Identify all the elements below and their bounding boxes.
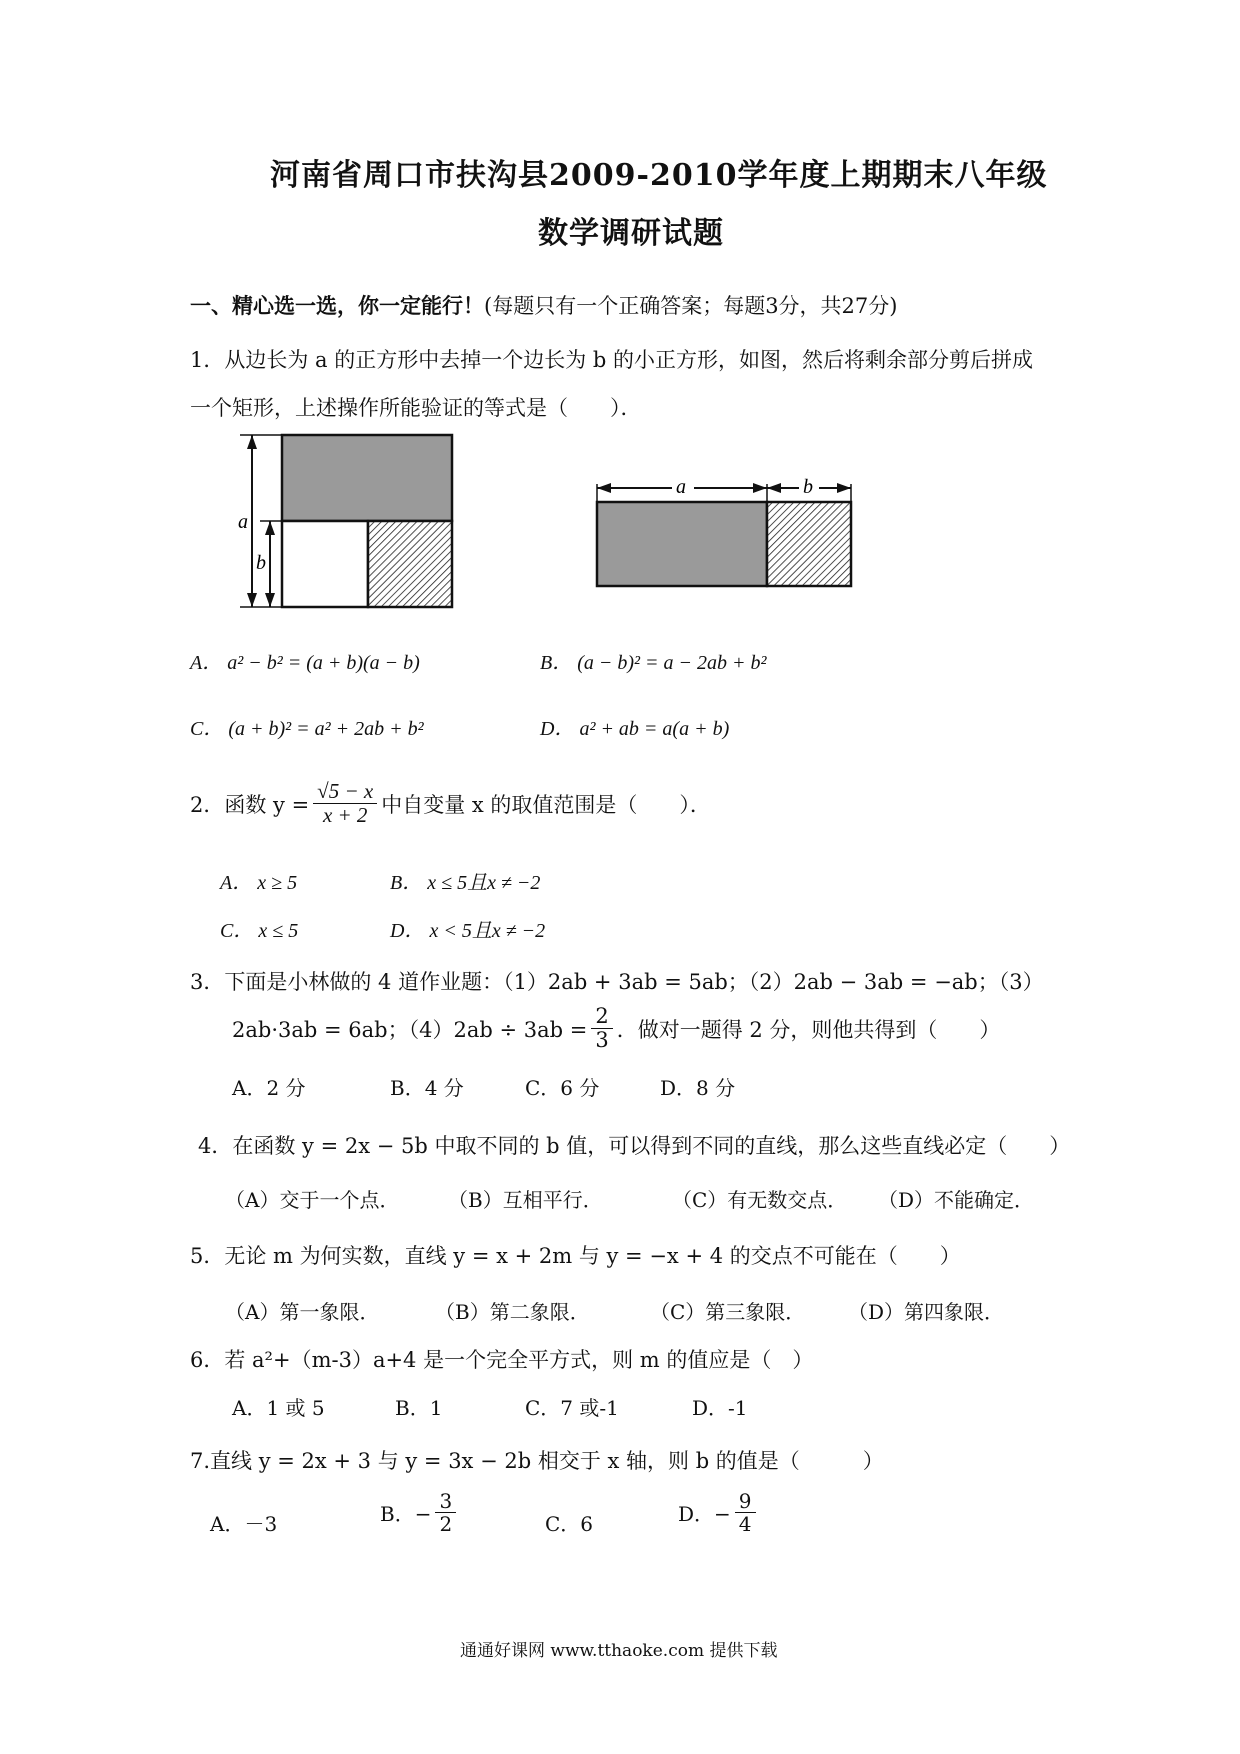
q2-option-d: D． x < 5且x ≠ −2 (390, 920, 546, 942)
q5-option-a: （A）第一象限． (225, 1300, 380, 1324)
q2-numerator: √5 − x (313, 780, 377, 804)
q6-option-d: D．-1 (692, 1396, 748, 1420)
q1-option-a: A． a² − b² = (a + b)(a − b) (190, 652, 420, 674)
q6-option-b: B．1 (395, 1396, 443, 1420)
exam-title-line1: 河南省周口市扶沟县2009-2010学年度上期期末八年级 (270, 158, 1048, 193)
q6-option-c: C．7 或-1 (525, 1396, 619, 1420)
q7-option-d-numerator: 9 (735, 1490, 756, 1513)
q3-numerator: 2 (591, 1005, 612, 1029)
white-region (282, 521, 368, 607)
q3-line2-prefix: 2ab·3ab = 6ab；（4）2ab ÷ 3ab = (232, 1017, 588, 1042)
q5-option-c: （C）第三象限． (650, 1300, 806, 1324)
exam-title-line2: 数学调研试题 (538, 216, 724, 251)
q5-option-b: （B）第二象限． (435, 1300, 590, 1324)
section-heading-note: (每题只有一个正确答案；每题3分，共27分) (484, 294, 898, 318)
q7-option-d-fraction (735, 1490, 756, 1535)
q7-option-b (380, 1490, 460, 1535)
q5-option-d: （D）第四象限． (848, 1300, 1005, 1324)
q3-option-d: D．8 分 (660, 1076, 736, 1100)
section-heading (190, 290, 897, 320)
section-heading-bold: 一、精心选一选，你一定能行！ (190, 293, 484, 318)
q3-option-a: A．2 分 (232, 1076, 306, 1100)
q7-line1: 7.直线 y = 2x + 3 与 y = 3x − 2b 相交于 x 轴，则 b 的值是（ ） (190, 1449, 884, 1473)
q3-option-c: C．6 分 (525, 1076, 600, 1100)
q1-line1: 1．从边长为 a 的正方形中去掉一个边长为 b 的小正方形，如图，然后将剩余部分剪后拼成 (190, 348, 1034, 372)
q1-figure-square (230, 425, 460, 615)
q3-line2 (232, 1005, 1000, 1052)
q3-option-b: B．4 分 (390, 1076, 464, 1100)
q7-option-d-prefix: D．− (678, 1502, 731, 1526)
q4-option-b: （B）互相平行． (448, 1188, 603, 1212)
q2-fraction (313, 780, 377, 827)
q5-line1: 5．无论 m 为何实数，直线 y = x + 2m 与 y = −x + 4 的交点不可能在（ ） (190, 1244, 961, 1268)
rect-grey (597, 502, 767, 586)
q1-option-d: D． a² + ab = a(a + b) (540, 718, 730, 740)
label-b: b (256, 552, 266, 574)
rect-hatched (767, 502, 851, 586)
q3-fraction (591, 1005, 612, 1052)
q7-option-d (678, 1490, 760, 1535)
q6-option-a: A．1 或 5 (232, 1396, 325, 1420)
q1-figure-rectangle (585, 470, 855, 590)
rect-label-b: b (803, 476, 813, 498)
q2-option-c: C． x ≤ 5 (220, 920, 299, 942)
q7-option-a: A．－3 (210, 1512, 278, 1536)
q4-line1: 4．在函数 y = 2x − 5b 中取不同的 b 值，可以得到不同的直线，那么这些直线必定（ ） (198, 1134, 1071, 1158)
q2-option-b: B． x ≤ 5且x ≠ −2 (390, 872, 541, 894)
q1-option-c: C． (a + b)² = a² + 2ab + b² (190, 718, 424, 740)
q2-stem (190, 780, 711, 827)
grey-region (282, 435, 452, 521)
q4-option-a: （A）交于一个点． (225, 1188, 400, 1212)
q2-prefix: 2．函数 y = (190, 792, 310, 817)
q7-option-b-prefix: B．− (380, 1502, 432, 1526)
label-a: a (238, 511, 248, 533)
q7-option-b-fraction (435, 1490, 456, 1535)
q4-option-c: （C）有无数交点． (672, 1188, 848, 1212)
q7-option-b-numerator: 3 (435, 1490, 456, 1513)
q2-suffix: 中自变量 x 的取值范围是（ ）． (381, 792, 711, 817)
q3-denominator: 3 (595, 1028, 609, 1053)
q7-option-b-denominator: 2 (439, 1512, 453, 1536)
footer-credit: 通通好课网 www.tthaoke.com 提供下载 (460, 1641, 778, 1661)
q6-line1: 6．若 a²+（m-3）a+4 是一个完全平方式，则 m 的值应是（ ） (190, 1348, 814, 1372)
q7-option-c: C．6 (545, 1512, 594, 1536)
q1-line2: 一个矩形，上述操作所能验证的等式是（ ）． (190, 396, 642, 420)
hatched-square (368, 521, 452, 607)
q4-option-d: （D）不能确定． (878, 1188, 1035, 1212)
q3-line2-suffix: ．做对一题得 2 分，则他共得到（ ） (616, 1017, 1001, 1042)
q1-option-b: B． (a − b)² = a − 2ab + b² (540, 652, 767, 674)
q7-option-d-denominator: 4 (738, 1512, 752, 1536)
q2-option-a: A． x ≥ 5 (220, 872, 298, 894)
rect-label-a: a (676, 476, 686, 498)
q2-denominator: x + 2 (322, 803, 368, 828)
q3-line1: 3．下面是小林做的 4 道作业题：（1）2ab + 3ab = 5ab；（2）2ab − 3ab = −ab；（3） (190, 970, 1044, 994)
